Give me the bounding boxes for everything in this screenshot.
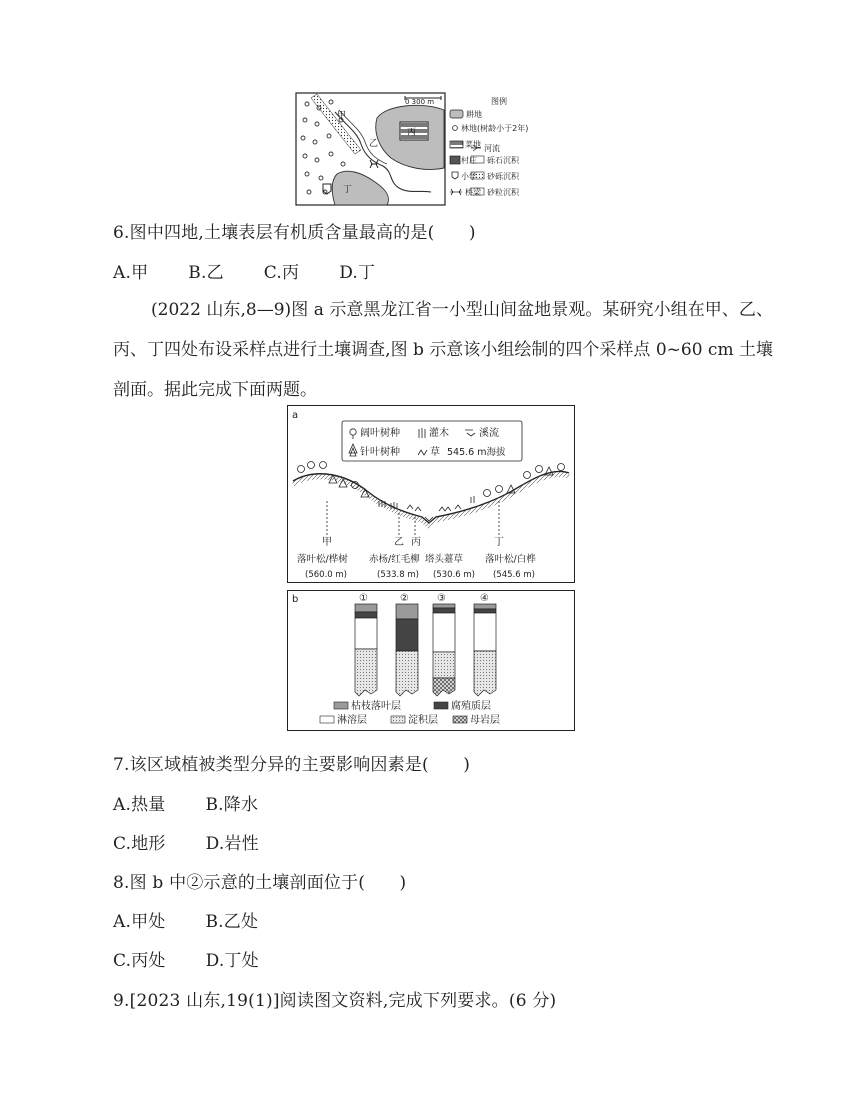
figure-a-landscape — [287, 405, 575, 583]
profile-column-1 — [355, 604, 377, 696]
legend-parent: 母岩层 — [470, 715, 500, 726]
site-bing-elev: (530.6 m) — [433, 570, 475, 580]
legend-label-village: 村庄 — [461, 156, 477, 165]
profile-column-4 — [474, 604, 496, 696]
place-yi: 乙 — [369, 139, 379, 149]
legend-eluvial: 淋溶层 — [337, 715, 367, 726]
profile-column-3 — [433, 604, 455, 696]
figure-b-soil-profiles — [287, 590, 575, 731]
site-bing-name: 丙 — [411, 537, 421, 548]
profile-1-label: ① — [359, 593, 368, 604]
legend-label-gravel: 砾石沉积 — [487, 156, 519, 165]
profile-column-2 — [396, 604, 418, 696]
profile-4-label: ④ — [480, 593, 489, 604]
legend-broadleaf: 阔叶树种 — [360, 428, 400, 439]
legend-label-school: 小学 — [461, 172, 477, 181]
site-ding-name: 丁 — [494, 537, 504, 548]
question-7-options-2: C.地形 D.岩性 — [113, 834, 259, 854]
figure-b-panel-label: b — [292, 594, 299, 605]
legend-elevation: 545.6 m海拔 — [447, 447, 506, 458]
legend-stream: 溪流 — [479, 428, 499, 439]
question-9-stem: 9.[2023 山东,19(1)]阅读图文资料,完成下列要求。(6 分) — [113, 991, 557, 1011]
place-bing: 丙 — [407, 128, 417, 138]
legend-label-forest: 林地(树龄小于2年) — [461, 124, 529, 133]
legend-label-bridge: 桥梁 — [465, 188, 481, 197]
legend-shrub: 灌木 — [429, 428, 449, 439]
site-jia-name: 甲 — [322, 537, 332, 548]
question-6-stem: 6.图中四地,土壤表层有机质含量最高的是( ) — [113, 223, 476, 243]
question-8-options-2: C.丙处 D.丁处 — [113, 951, 259, 971]
legend-grass: 草 — [430, 447, 440, 458]
site-jia-veg: 落叶松/桦树 — [297, 554, 348, 565]
scale-label: 0 300 m — [405, 98, 435, 106]
legend-label-river: 河流 — [484, 144, 500, 153]
site-bing-veg: 塔头薹草 — [425, 554, 464, 565]
question-7-stem: 7.该区域植被类型分异的主要影响因素是( ) — [113, 755, 471, 775]
site-yi-veg: 赤杨/红毛柳 — [369, 554, 420, 565]
passage-text: (2022 山东,8—9)图 a 示意黑龙江省一小型山间盆地景观。某研究小组在甲、乙、丙、丁四处布设采样点进行土壤调查,图 b 示意该小组绘制的四个采样点 0~60 cm 土壤剖面。据此完成下面两题。 — [113, 300, 773, 400]
legend-label-vegetable: 菜地 — [465, 140, 481, 149]
figure-a-panel-label: a — [292, 410, 299, 421]
site-yi-elev: (533.8 m) — [377, 570, 419, 580]
legend-label-sand: 砂粒沉积 — [487, 188, 519, 197]
legend-label-sandgravel: 砂砾沉积 — [487, 172, 519, 181]
question-8-options-1: A.甲处 B.乙处 — [113, 912, 259, 932]
question-6-options: A.甲 B.乙 C.丙 D.丁 — [113, 263, 376, 283]
site-yi-name: 乙 — [394, 537, 404, 548]
question-8-stem: 8.图 b 中②示意的土壤剖面位于( ) — [113, 873, 407, 893]
place-ding: 丁 — [343, 185, 353, 195]
legend-label-farmland: 耕地 — [466, 110, 482, 119]
legend-humus: 腐殖质层 — [451, 701, 491, 712]
question-7-options-1: A.热量 B.降水 — [113, 795, 259, 815]
figure-b-frame — [288, 591, 575, 731]
legend-illuvial: 淀积层 — [408, 715, 438, 726]
profile-2-label: ② — [400, 593, 409, 604]
site-ding-veg: 落叶松/白桦 — [485, 554, 536, 565]
site-jia-elev: (560.0 m) — [305, 570, 347, 580]
land-use-map-figure — [295, 92, 565, 207]
profile-3-label: ③ — [437, 593, 446, 604]
place-jia: 甲 — [337, 111, 347, 121]
legend-litter: 枯枝落叶层 — [351, 701, 401, 712]
legend-title: 图例 — [491, 97, 507, 106]
passage-block — [113, 290, 773, 410]
site-ding-elev: (545.6 m) — [493, 570, 535, 580]
legend-swatches — [450, 110, 484, 195]
legend-conifer: 针叶树种 — [360, 447, 400, 458]
